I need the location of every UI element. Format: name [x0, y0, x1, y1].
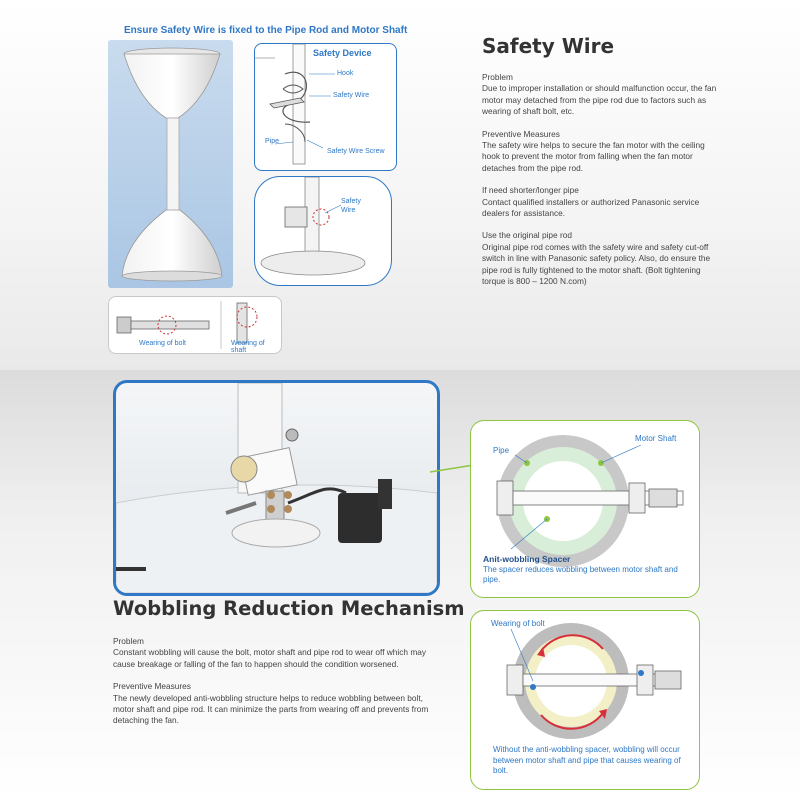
- fan-illustration-panel: [108, 40, 233, 288]
- paragraph-heading: Preventive Measures: [113, 681, 191, 692]
- safety-wire-text: [482, 72, 722, 299]
- paragraph-body: The newly developed anti-wobbling structure helps to reduce wobbling between bolt, motor shaft and pipe rod. It can minimize the parts from wearing off and prevents from detaching the fan.: [113, 692, 429, 726]
- safety-device-detail: [254, 43, 397, 171]
- safety-banner: Ensure Safety Wire is fixed to the Pipe Rod and Motor Shaft: [124, 25, 408, 36]
- without-spacer-desc: Without the anti-wobbling spacer, wobbling will occur between motor shaft and pipe that causes wearing of bolt.: [493, 745, 681, 775]
- wobbling-title: Wobbling Reduction Mechanism: [113, 597, 465, 620]
- safety-wire-screw-label: Safety Wire Screw: [327, 148, 385, 155]
- pipe-label: Pipe: [265, 138, 280, 145]
- motor-assembly-photo: [116, 383, 437, 593]
- safety-wire-title: Safety Wire: [482, 34, 615, 58]
- paragraph-body: Constant wobbling will cause the bolt, motor shaft and pipe rod to wear off which may cause breakage or falling of the fan to happen should the condition worsened.: [113, 647, 426, 669]
- paragraph-body: Original pipe rod comes with the safety wire and safety cut-off switch in line with Panasonic safety policy. Also, do ensure the pipe rod is fully tightened to the motor shaft. (Bolt tightening torque is 800 – 1200 N.com): [482, 241, 711, 287]
- anti-wobbling-spacer-title: Anit-wobbling Spacer: [483, 554, 571, 564]
- paragraph-body: The safety wire helps to secure the fan motor with the ceiling hook to prevent the motor from falling when the fan motor detaches from the pipe rod.: [482, 140, 705, 173]
- wobbling-text: [113, 636, 443, 738]
- safety-wire-label: Safety Wire: [333, 92, 370, 99]
- paragraph-heading: If need shorter/longer pipe: [482, 185, 579, 196]
- safety-paragraph: [482, 185, 722, 219]
- wearing-of-bolt-label: Wearing of bolt: [491, 619, 545, 628]
- wearing-of-shaft-label: Wearing of shaft: [231, 340, 265, 354]
- wobbling-paragraph: [113, 636, 443, 670]
- anti-wobbling-spacer-desc: The spacer reduces wobbling between motor shaft and pipe.: [483, 565, 678, 584]
- wearing-of-bolt-label: Wearing of bolt: [139, 340, 186, 347]
- paragraph-body: Contact qualified installers or authorized Panasonic service dealers for assistance.: [482, 196, 700, 219]
- safety-paragraph: [482, 129, 722, 175]
- wearing-illustration-box: [108, 296, 282, 354]
- paragraph-heading: Problem: [113, 636, 144, 646]
- closeup-drawing: [255, 177, 391, 285]
- safety-wire-label-2: Safety Wire: [341, 198, 361, 214]
- safety-paragraph: [482, 230, 722, 287]
- motor-shaft-label: Motor Shaft: [635, 434, 677, 443]
- paragraph-heading: Use the original pipe rod: [482, 230, 572, 241]
- wearing-of-bolt-box: [470, 610, 700, 790]
- paragraph-body: Due to improper installation or should malfunction occur, the fan motor may detached from the pipe rod due to factors such as wearing of shaft bolt, etc.: [482, 83, 717, 117]
- motor-photo-box: [113, 380, 440, 596]
- fan-canopy-motor-illustration: [108, 40, 233, 288]
- pipe-label: Pipe: [493, 446, 510, 455]
- wobbling-paragraph: [113, 681, 443, 727]
- safety-device-title: Safety Device: [313, 48, 372, 58]
- safety-wire-closeup: [254, 176, 392, 286]
- paragraph-heading: Problem: [482, 72, 513, 82]
- paragraph-heading: Preventive Measures: [482, 128, 560, 139]
- hook-label: Hook: [337, 70, 354, 77]
- anti-wobbling-spacer-box: [470, 420, 700, 598]
- safety-paragraph: [482, 72, 722, 118]
